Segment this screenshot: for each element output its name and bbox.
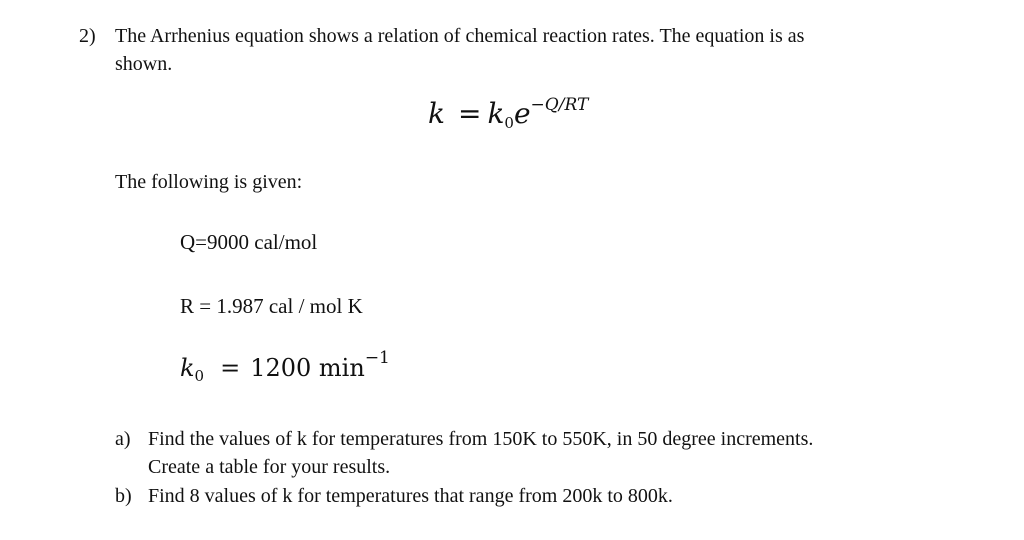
k0-exponent: −1 <box>364 348 390 368</box>
part-b-line-1: Find 8 values of k for temperatures that range from 200k to 800k. <box>148 485 673 507</box>
part-a-label: a) <box>115 428 131 450</box>
given-k0-value <box>180 348 390 385</box>
equation-lhs: k <box>428 97 445 130</box>
equation-k-symbol: k <box>487 97 505 130</box>
part-a-line-2: Create a table for your results. <box>148 456 391 478</box>
part-b-label: b) <box>115 485 132 507</box>
arrhenius-equation <box>428 96 588 133</box>
given-heading: The following is given: <box>115 171 303 193</box>
equation-exponent: −Q/RT <box>530 95 589 115</box>
k0-number: 1200 min <box>250 354 365 382</box>
question-intro-line-1: The Arrhenius equation shows a relation of chemical reaction rates. The equation is as <box>115 25 805 47</box>
part-a-line-1: Find the values of k for temperatures from 150K to 550K, in 50 degree increments. <box>148 428 814 450</box>
k0-symbol: k <box>180 354 195 382</box>
given-r-value: R = 1.987 cal / mol K <box>180 294 363 318</box>
k0-subscript: 0 <box>194 367 205 385</box>
k0-equals: = <box>220 354 241 382</box>
equation-equals: = <box>457 97 482 130</box>
equation-k-subscript: 0 <box>504 114 514 132</box>
equation-base: e <box>513 97 531 130</box>
given-q-value: Q=9000 cal/mol <box>180 230 318 254</box>
question-intro-line-2: shown. <box>115 53 173 75</box>
question-number: 2) <box>79 25 96 47</box>
